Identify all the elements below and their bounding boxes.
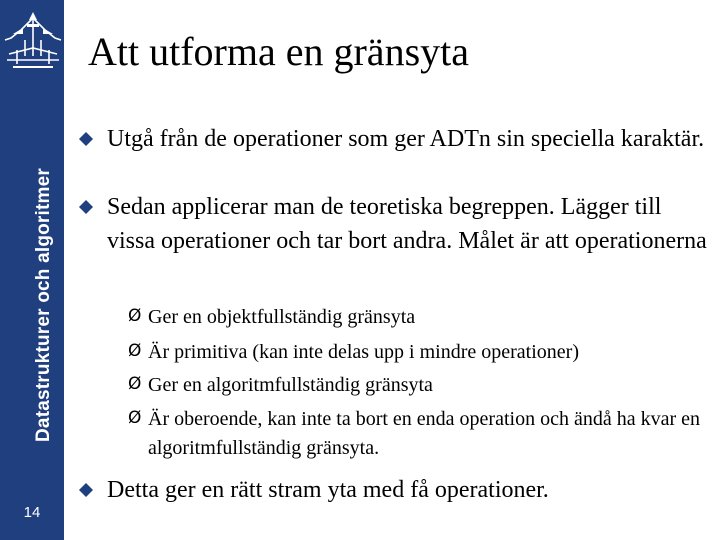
arrow-bullet-icon: Ø [128, 341, 142, 361]
arrow-bullet-icon: Ø [128, 374, 142, 394]
subbullet-text: Ger en objektfullständig gränsyta [148, 306, 416, 328]
bullet-text: Sedan applicerar man de teoretiska begreppen. Lägger till vissa operationer och tar bort andra. Målet är att operationerna [107, 194, 707, 254]
arrow-bullet-icon: Ø [128, 306, 142, 326]
diamond-bullet-icon [79, 483, 93, 497]
subbullet-text: Är oberoende, kan inte ta bort en enda operation och ändå ha kvar en algoritmfullständig gränsyta. [148, 408, 700, 459]
page-number: 14 [23, 504, 41, 521]
vertical-course-title: Datastrukturer och algoritmer [33, 168, 54, 442]
page-title: Att utforma en gränsyta [88, 29, 469, 74]
subbullet-text: Ger en algoritmfullständig gränsyta [148, 374, 433, 396]
diamond-bullet-icon [79, 132, 93, 146]
bullet-text: Detta ger en rätt stram yta med få operationer. [107, 477, 549, 503]
subbullet-text: Är primitiva (kan inte delas upp i mindre operationer) [148, 341, 579, 363]
bullet-text: Utgå från de operationer som ger ADTn sin speciella karaktär. [107, 126, 705, 152]
arrow-bullet-icon: Ø [128, 408, 142, 428]
diamond-bullet-icon [79, 200, 93, 214]
